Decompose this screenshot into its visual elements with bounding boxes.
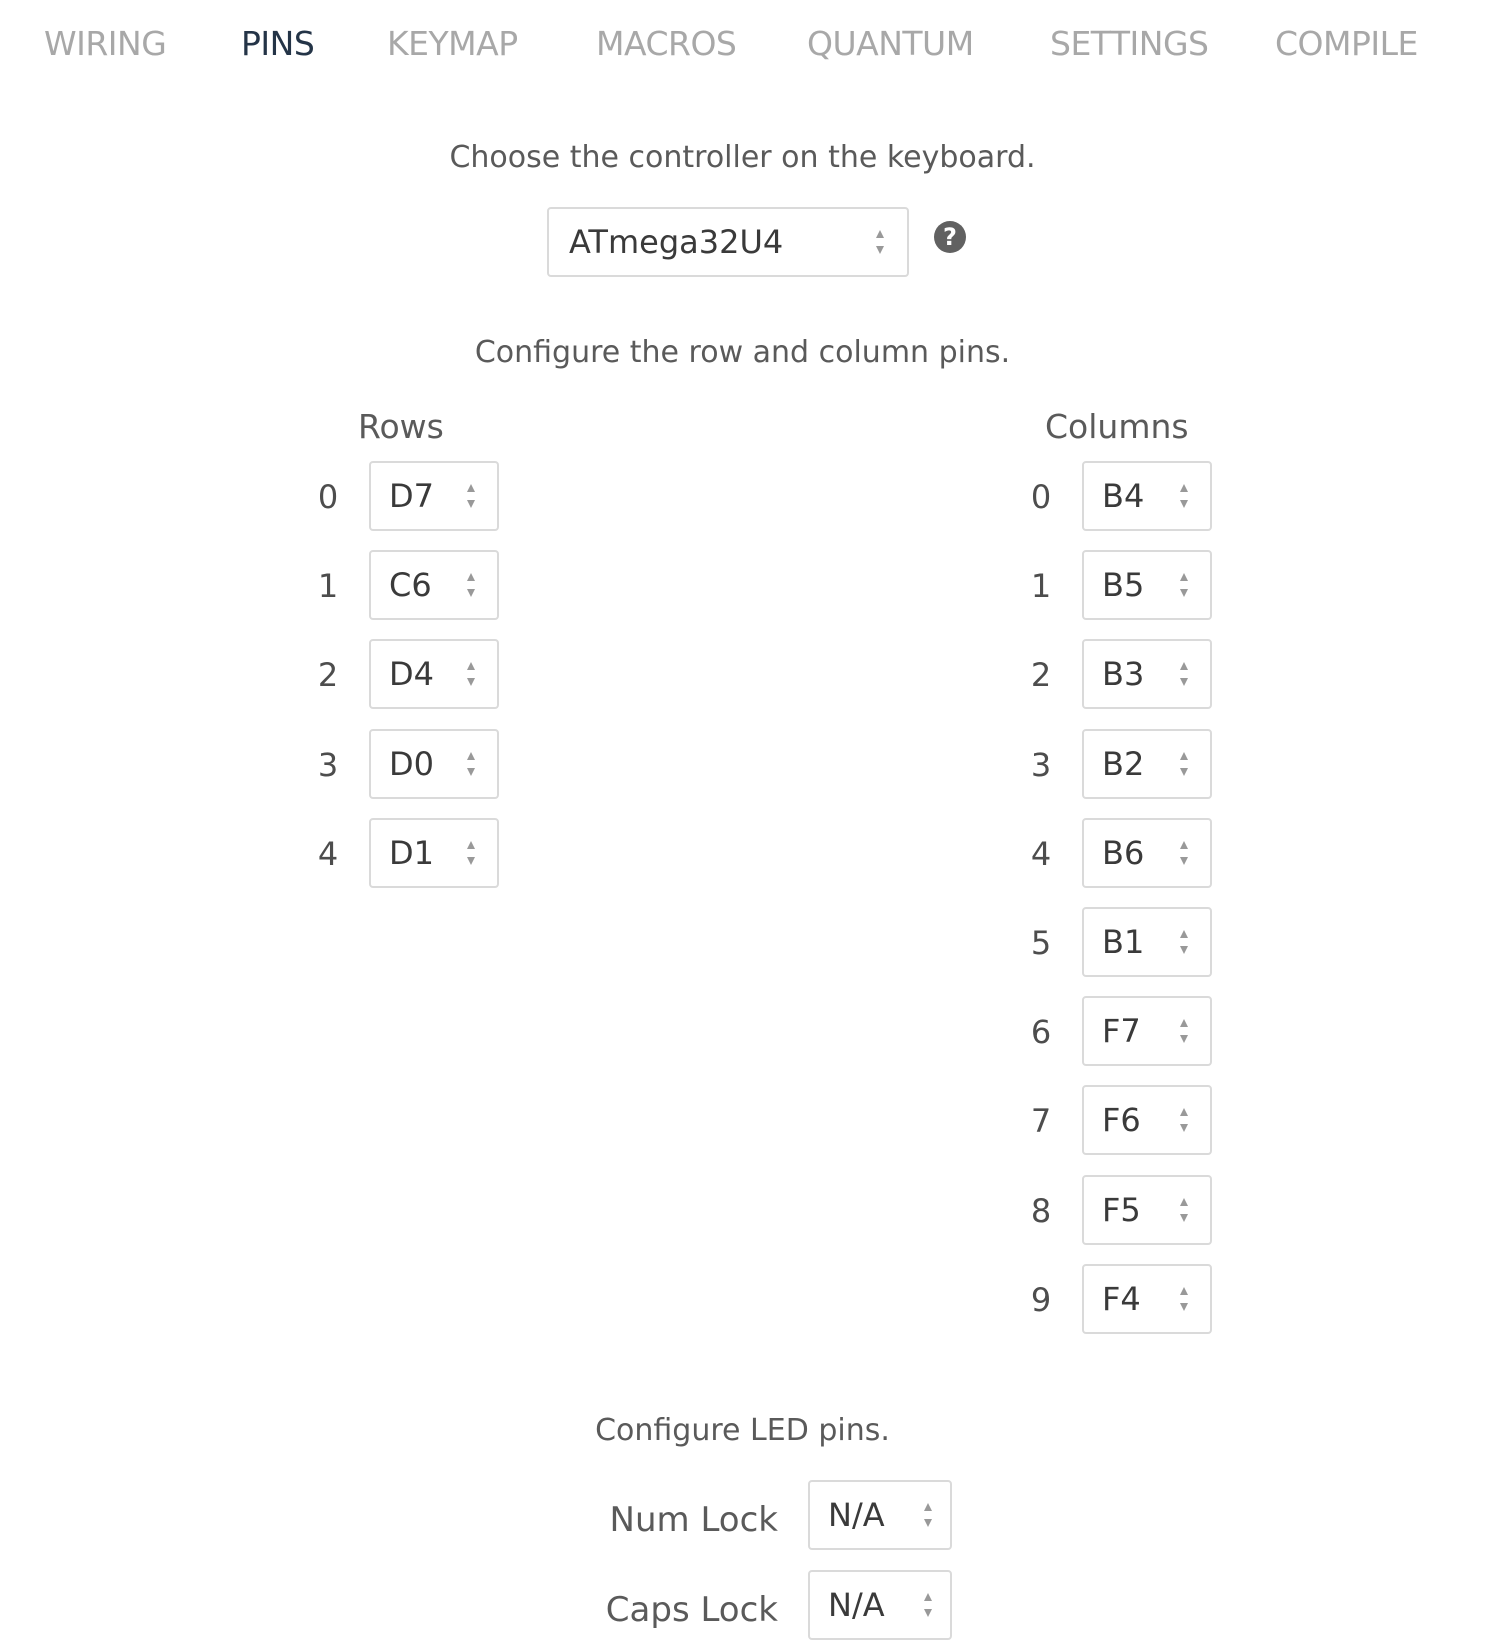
row-pin-value: D4: [389, 655, 434, 694]
column-index: 8: [1030, 1191, 1052, 1230]
up-down-arrows-icon: [922, 1500, 934, 1530]
column-index: 6: [1030, 1013, 1052, 1052]
up-down-arrows-icon: [1178, 570, 1190, 600]
row-index: 2: [317, 656, 339, 695]
row-pin-select[interactable]: [369, 461, 499, 531]
caps-lock-select-value: N/A: [828, 1586, 885, 1624]
row-pin-select[interactable]: [369, 729, 499, 799]
column-pin-value: F5: [1102, 1190, 1141, 1229]
row-pin-value: D7: [389, 477, 434, 515]
column-pin-value: F7: [1102, 1012, 1141, 1051]
up-down-arrows-icon: [1178, 1016, 1190, 1046]
up-down-arrows-icon: [465, 838, 477, 868]
tab-bar: [0, 0, 1485, 90]
tab-keymap[interactable]: KEYMAP: [387, 24, 518, 63]
column-pin-select[interactable]: [1082, 818, 1212, 888]
column-pin-select[interactable]: [1082, 907, 1212, 977]
column-pin-value: B4: [1102, 477, 1145, 515]
led-prompt: Configure LED pins.: [595, 1413, 890, 1448]
column-pin-value: B6: [1102, 833, 1145, 872]
column-pin-select[interactable]: [1082, 1175, 1212, 1245]
num-lock-select-value: N/A: [828, 1496, 885, 1534]
column-pin-value: B3: [1102, 655, 1145, 694]
column-pin-select[interactable]: [1082, 639, 1212, 709]
tab-macros[interactable]: MACROS: [596, 24, 737, 63]
row-index: 0: [317, 478, 339, 516]
up-down-arrows-icon: [1178, 838, 1190, 868]
tab-pins[interactable]: PINS: [241, 24, 315, 63]
row-index: 1: [317, 567, 339, 606]
row-pin-value: C6: [389, 566, 432, 605]
up-down-arrows-icon: [1178, 1284, 1190, 1314]
row-pin-select[interactable]: [369, 639, 499, 709]
column-pin-select[interactable]: [1082, 1264, 1212, 1334]
columns-heading: Columns: [1045, 407, 1189, 446]
controller-select-value: ATmega32U4: [569, 223, 784, 261]
matrix-prompt: Configure the row and column pins.: [474, 335, 1011, 370]
caps-lock-label: Caps Lock: [605, 1590, 778, 1630]
column-pin-value: B2: [1102, 744, 1145, 783]
up-down-arrows-icon: [1178, 927, 1190, 957]
column-pin-select[interactable]: [1082, 996, 1212, 1066]
column-pin-value: B5: [1102, 566, 1145, 605]
column-pin-select[interactable]: [1082, 461, 1212, 531]
up-down-arrows-icon: [1178, 1105, 1190, 1135]
up-down-arrows-icon: [465, 749, 477, 779]
column-index: 0: [1030, 478, 1052, 516]
column-index: 5: [1030, 924, 1052, 962]
up-down-arrows-icon: [1178, 1195, 1190, 1225]
up-down-arrows-icon: [465, 659, 477, 689]
row-pin-value: D0: [389, 744, 434, 783]
up-down-arrows-icon: [465, 481, 477, 511]
tab-compile[interactable]: COMPILE: [1275, 24, 1418, 63]
column-index: 7: [1030, 1102, 1052, 1141]
row-pin-value: D1: [389, 833, 434, 872]
column-pin-value: B1: [1102, 923, 1145, 961]
up-down-arrows-icon: [874, 227, 886, 257]
up-down-arrows-icon: [922, 1590, 934, 1620]
tab-settings[interactable]: SETTINGS: [1050, 24, 1209, 63]
rows-heading: Rows: [358, 407, 444, 446]
column-index: 2: [1030, 656, 1052, 695]
up-down-arrows-icon: [1178, 481, 1190, 511]
column-pin-value: F4: [1102, 1279, 1141, 1318]
num-lock-label: Num Lock: [609, 1500, 778, 1540]
row-pin-select[interactable]: [369, 818, 499, 888]
num-lock-select[interactable]: [808, 1480, 952, 1550]
row-pin-select[interactable]: [369, 550, 499, 620]
tab-quantum[interactable]: QUANTUM: [807, 24, 974, 63]
up-down-arrows-icon: [465, 570, 477, 600]
column-pin-select[interactable]: [1082, 1085, 1212, 1155]
up-down-arrows-icon: [1178, 749, 1190, 779]
column-pin-value: F6: [1102, 1101, 1141, 1140]
column-pin-select[interactable]: [1082, 729, 1212, 799]
column-index: 1: [1030, 567, 1052, 606]
row-index: 3: [317, 745, 339, 784]
tab-wiring[interactable]: WIRING: [44, 24, 167, 63]
question-circle-icon[interactable]: ?: [934, 221, 966, 253]
column-pin-select[interactable]: [1082, 550, 1212, 620]
controller-select[interactable]: [547, 207, 909, 277]
caps-lock-select[interactable]: [808, 1570, 952, 1640]
row-index: 4: [317, 834, 339, 873]
controller-prompt: Choose the controller on the keyboard.: [449, 140, 1036, 175]
column-index: 4: [1030, 834, 1052, 873]
column-index: 9: [1030, 1280, 1052, 1319]
column-index: 3: [1030, 745, 1052, 784]
up-down-arrows-icon: [1178, 659, 1190, 689]
